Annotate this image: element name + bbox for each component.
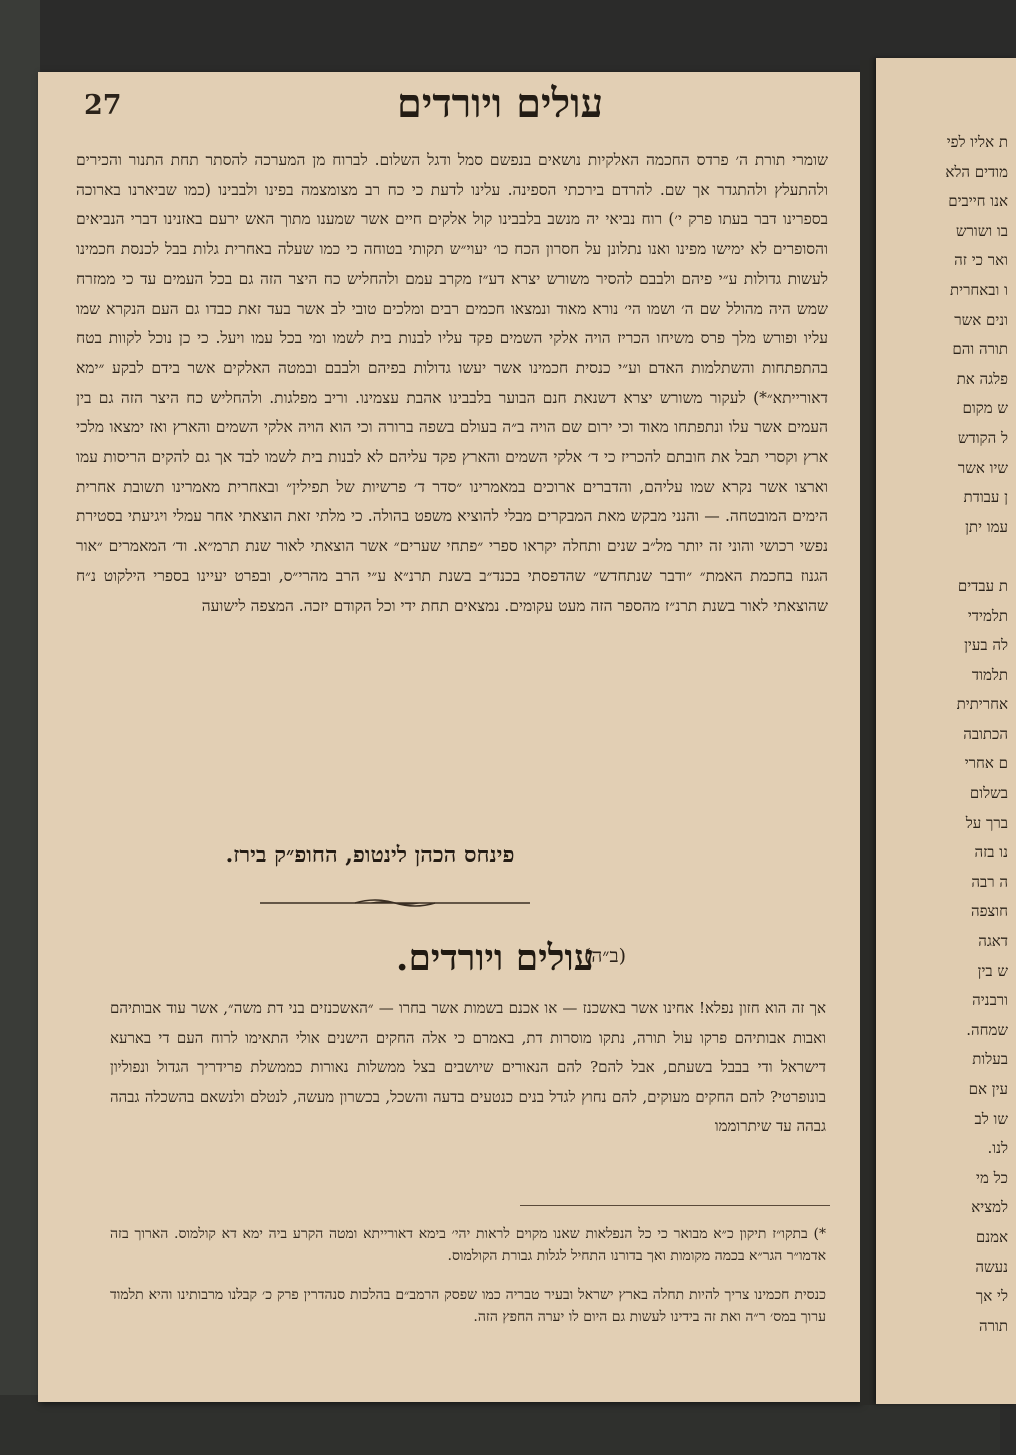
adjacent-page xyxy=(876,58,1016,1404)
adjacent-page-line: אחריתית xyxy=(956,695,1008,714)
adjacent-page-line: ורבניה xyxy=(972,991,1008,1010)
adjacent-page-line: חוצפה xyxy=(970,902,1008,921)
adjacent-page-line: למציא xyxy=(971,1198,1008,1217)
adjacent-page-line: תורה xyxy=(979,1316,1008,1335)
adjacent-page-text xyxy=(880,128,1008,1341)
running-head: עולים ויורדים xyxy=(396,80,604,127)
article-body: שומרי תורת ה׳ פרדס החכמה האלקיות נושאים בנפשם סמל ודגל השלום. לברוח מן המערכה להסתר תחת התנור והכירים ולהתעלץ ולהתגדר אך שם. להרדם בירכתי הספינה. עלינו לדעת כי כח רב מצומצמה בפינו ולבבינו (כמו שביארנו בארוכה בספרינו דבר בעתו פרק י׳) רוח נביאי יה מנשב בלבבינו קול אלקים חיים אשר שמענו מתוך האש ירעם באזנינו דברי הנביאים והסופרים לא ימישו מפינו ואנו נתלונן על חסרון הכח כו׳ יעוי״ש תקותי בטוחה כי כמו שעלה באחרית גלות בבל לכנסת חכמינו לעשות גדולות ע״י פיהם ולבבם להסיר משורש יצרא דע״ז מקרב עמם ולהחליש כח היצר הזה גם בכל העמים עד כי ממזרח שמש היה מהולל שם ה׳ ושמו הי׳ נורא מאוד ונמצאו חכמים רבים ומלכים טובי לב אשר בעד זאת כבדו גם העם הנקרא שמו עליו ופורש מלך פרס משיחו הכריז הויה אלקי השמים פקד עליו לבנות בית לשמו ומי בכל עמו ויעל. כי כן נוכל לקוות בטח בהתפתחות והשתלמות האדם וע״י כנסית חכמינו אשר יעשו גדולות בפיהם ולבבם ובמטה האלקים אשר בידם לבקע ״ימא דאורייתא״*) לעקור משורש יצרא דשנאת חנם הבוער בלבבינו אהבת עצמינו. וריב מפלגות. ולהחליש כח היצר הזה גם בין העמים אשר עלו ונתפתחו מאוד וכי ירום שם הויה ב״ה בעולם בשפה ברורה וכי הוא הויה אלקי השמים והארץ ואז ימצאו מלכי ארץ וקסרי תבל את חובתם להכריז כי ד׳ אלקי השמים והארץ פקד עליהם לא לבנות בית לשמו לבד אך גם להקים הריסות עמו וארצו אשר נקרא שמו עליהם, והדברים ארוכים במאמרינו ״סדר ד׳ פרשיות של תפילין״ ובאחרית מאמרינו תשובת אחרית הימים המובטחה. — והנני מבקש מאת המבקרים מבלי להוציא משפט בהולה. כי מלתי זאת הוצאתי אחר עמלי ויגיעתי בסטירת נפשי רכושי והוני זה יותר מל״ב שנים ותחלה יקראו ספרי ״פתחי שערים״ אשר הוצאתי לאור שנת תרמ״א. וד׳ המאמרים ״אור הגנוז בחכמת האמת״ ״ודבר שנתחדש״ שהדפסתי בכנד״ב בשנת תרנ״א ע״י הרב מהרי״ס, ובפרט יעיינו בספרי הילקוט נ״ח שהוצאתי לאור בשנת תרנ״ז מהספר הזה מעט עקומים. נמצאים תחת ידי וכל הקודם יזכה. המצפה לישועה xyxy=(76,151,828,615)
adjacent-page-line: כל מי xyxy=(976,1168,1008,1187)
article-2-body: אך זה הוא חזון נפלא! אחינו אשר באשכנז — או אכנם בשמות אשר בחרו — ״האשכנזים בני דת משה״, אשר עוד אבותיהם ואבות אבותיהם פרקו עול תורה, נתקו מוסרות דת, באמרם כי אלה החקים הישנים אולי התאימו לרוח העם די בארעא דישראל ודי בבבל בשעתם, אבל להם? להם הנאורים שיושבים בצל ממשלות נאורות כממשלת פרידריך הגדול ונפוליון בונופרטי? להם החקים מעוקים, להם נחוץ לגדל בנים כנטעים בדעה והשכל, בכשרון מעשה, לנטלם ולנשאם בהשכלה גבהה גבהה עד שיתרוממו xyxy=(110,999,826,1135)
adjacent-page-line: תלמוד xyxy=(971,665,1008,684)
adjacent-page-line: אנו חייבים xyxy=(948,192,1008,211)
adjacent-page-line: ת אליו לפי xyxy=(946,133,1008,151)
adjacent-page-line: דאגה xyxy=(978,932,1008,951)
adjacent-page-line: ה רבה xyxy=(971,872,1008,891)
book-gutter xyxy=(860,60,876,1405)
adjacent-page-line: הכתובה xyxy=(963,724,1008,743)
adjacent-page-line: לנו. xyxy=(987,1139,1008,1158)
adjacent-page-line: ל הקודש xyxy=(957,428,1008,447)
adjacent-page-line: מודים הלא xyxy=(945,162,1008,181)
adjacent-page-line: תורה והם xyxy=(952,340,1008,359)
adjacent-page-line: נו בזה xyxy=(974,843,1008,862)
adjacent-page-line: לה בעין xyxy=(964,636,1008,655)
adjacent-page-line: ת עבדים xyxy=(957,576,1008,595)
adjacent-page-line: לי אך xyxy=(975,1287,1008,1306)
adjacent-page-line: בשלום xyxy=(969,784,1008,803)
adjacent-page-line: ברך על xyxy=(965,813,1008,832)
adjacent-page-line: ש בין xyxy=(977,961,1008,980)
adjacent-page-line: ו ובאחרית xyxy=(949,280,1008,299)
ornamental-divider xyxy=(260,897,530,909)
desk-background-bottom xyxy=(0,1395,1000,1455)
footnote-2: כנסית חכמינו צריך להיות תחלה בארץ ישראל ובעיר טבריה כמו שפסק הרמב״ם בהלכות סנהדרין פרק כ׳ קבלנו מרבותינו והיא תלמוד ערוך במס׳ ר״ה ואת זה בידינו לעשות גם היום לו יערה החפץ הזה. xyxy=(110,1287,826,1325)
page-number: 27 xyxy=(84,90,122,121)
adjacent-page-line: שיו אשר xyxy=(957,458,1008,477)
author-signature: פינחס הכהן לינטופ, החופ״ק בירז. xyxy=(225,842,515,868)
adjacent-page-line: נעשה xyxy=(975,1257,1008,1276)
adjacent-page-line: בו ושורש xyxy=(955,221,1008,240)
adjacent-page-line: עין אם xyxy=(968,1080,1008,1098)
adjacent-page-line: שמחה. xyxy=(966,1020,1008,1039)
adjacent-page-line: ונים אשר xyxy=(954,310,1008,329)
adjacent-page-line: תלמידי xyxy=(967,606,1008,625)
footnote-1: *) בתקו״ז תיקון כ״א מבואר כי כל הנפלאות שאנו מקוים לראות יהי׳ בימא דאורייתא ומטה הקרע ביה ימא דא קולמוס. הארוך בזה אדמו״ר הגר״א בכמה מקומות ואך בדורנו התחיל לגלות גבורת הקולמוס. xyxy=(110,1226,826,1264)
adjacent-page-line: פלגה את xyxy=(956,369,1008,388)
adjacent-page-line: ש מקום xyxy=(962,399,1008,418)
adjacent-page-line: ן עבודת xyxy=(963,488,1008,507)
adjacent-page-line: שו לב xyxy=(974,1109,1008,1128)
section-tag: (ב״ה) xyxy=(583,945,627,967)
adjacent-page-line xyxy=(880,542,1008,572)
adjacent-page-line: בעלות xyxy=(972,1050,1008,1069)
section-title: עולים ויורדים. xyxy=(395,937,595,979)
desk-background xyxy=(0,0,40,1455)
adjacent-page-line: ואר כי זה xyxy=(954,251,1008,270)
adjacent-page-line: ם אחרי xyxy=(964,754,1008,773)
adjacent-page-line: עמו יתן xyxy=(965,517,1008,536)
footnote-rule xyxy=(520,1205,830,1206)
adjacent-page-line: אמנם xyxy=(975,1227,1008,1246)
